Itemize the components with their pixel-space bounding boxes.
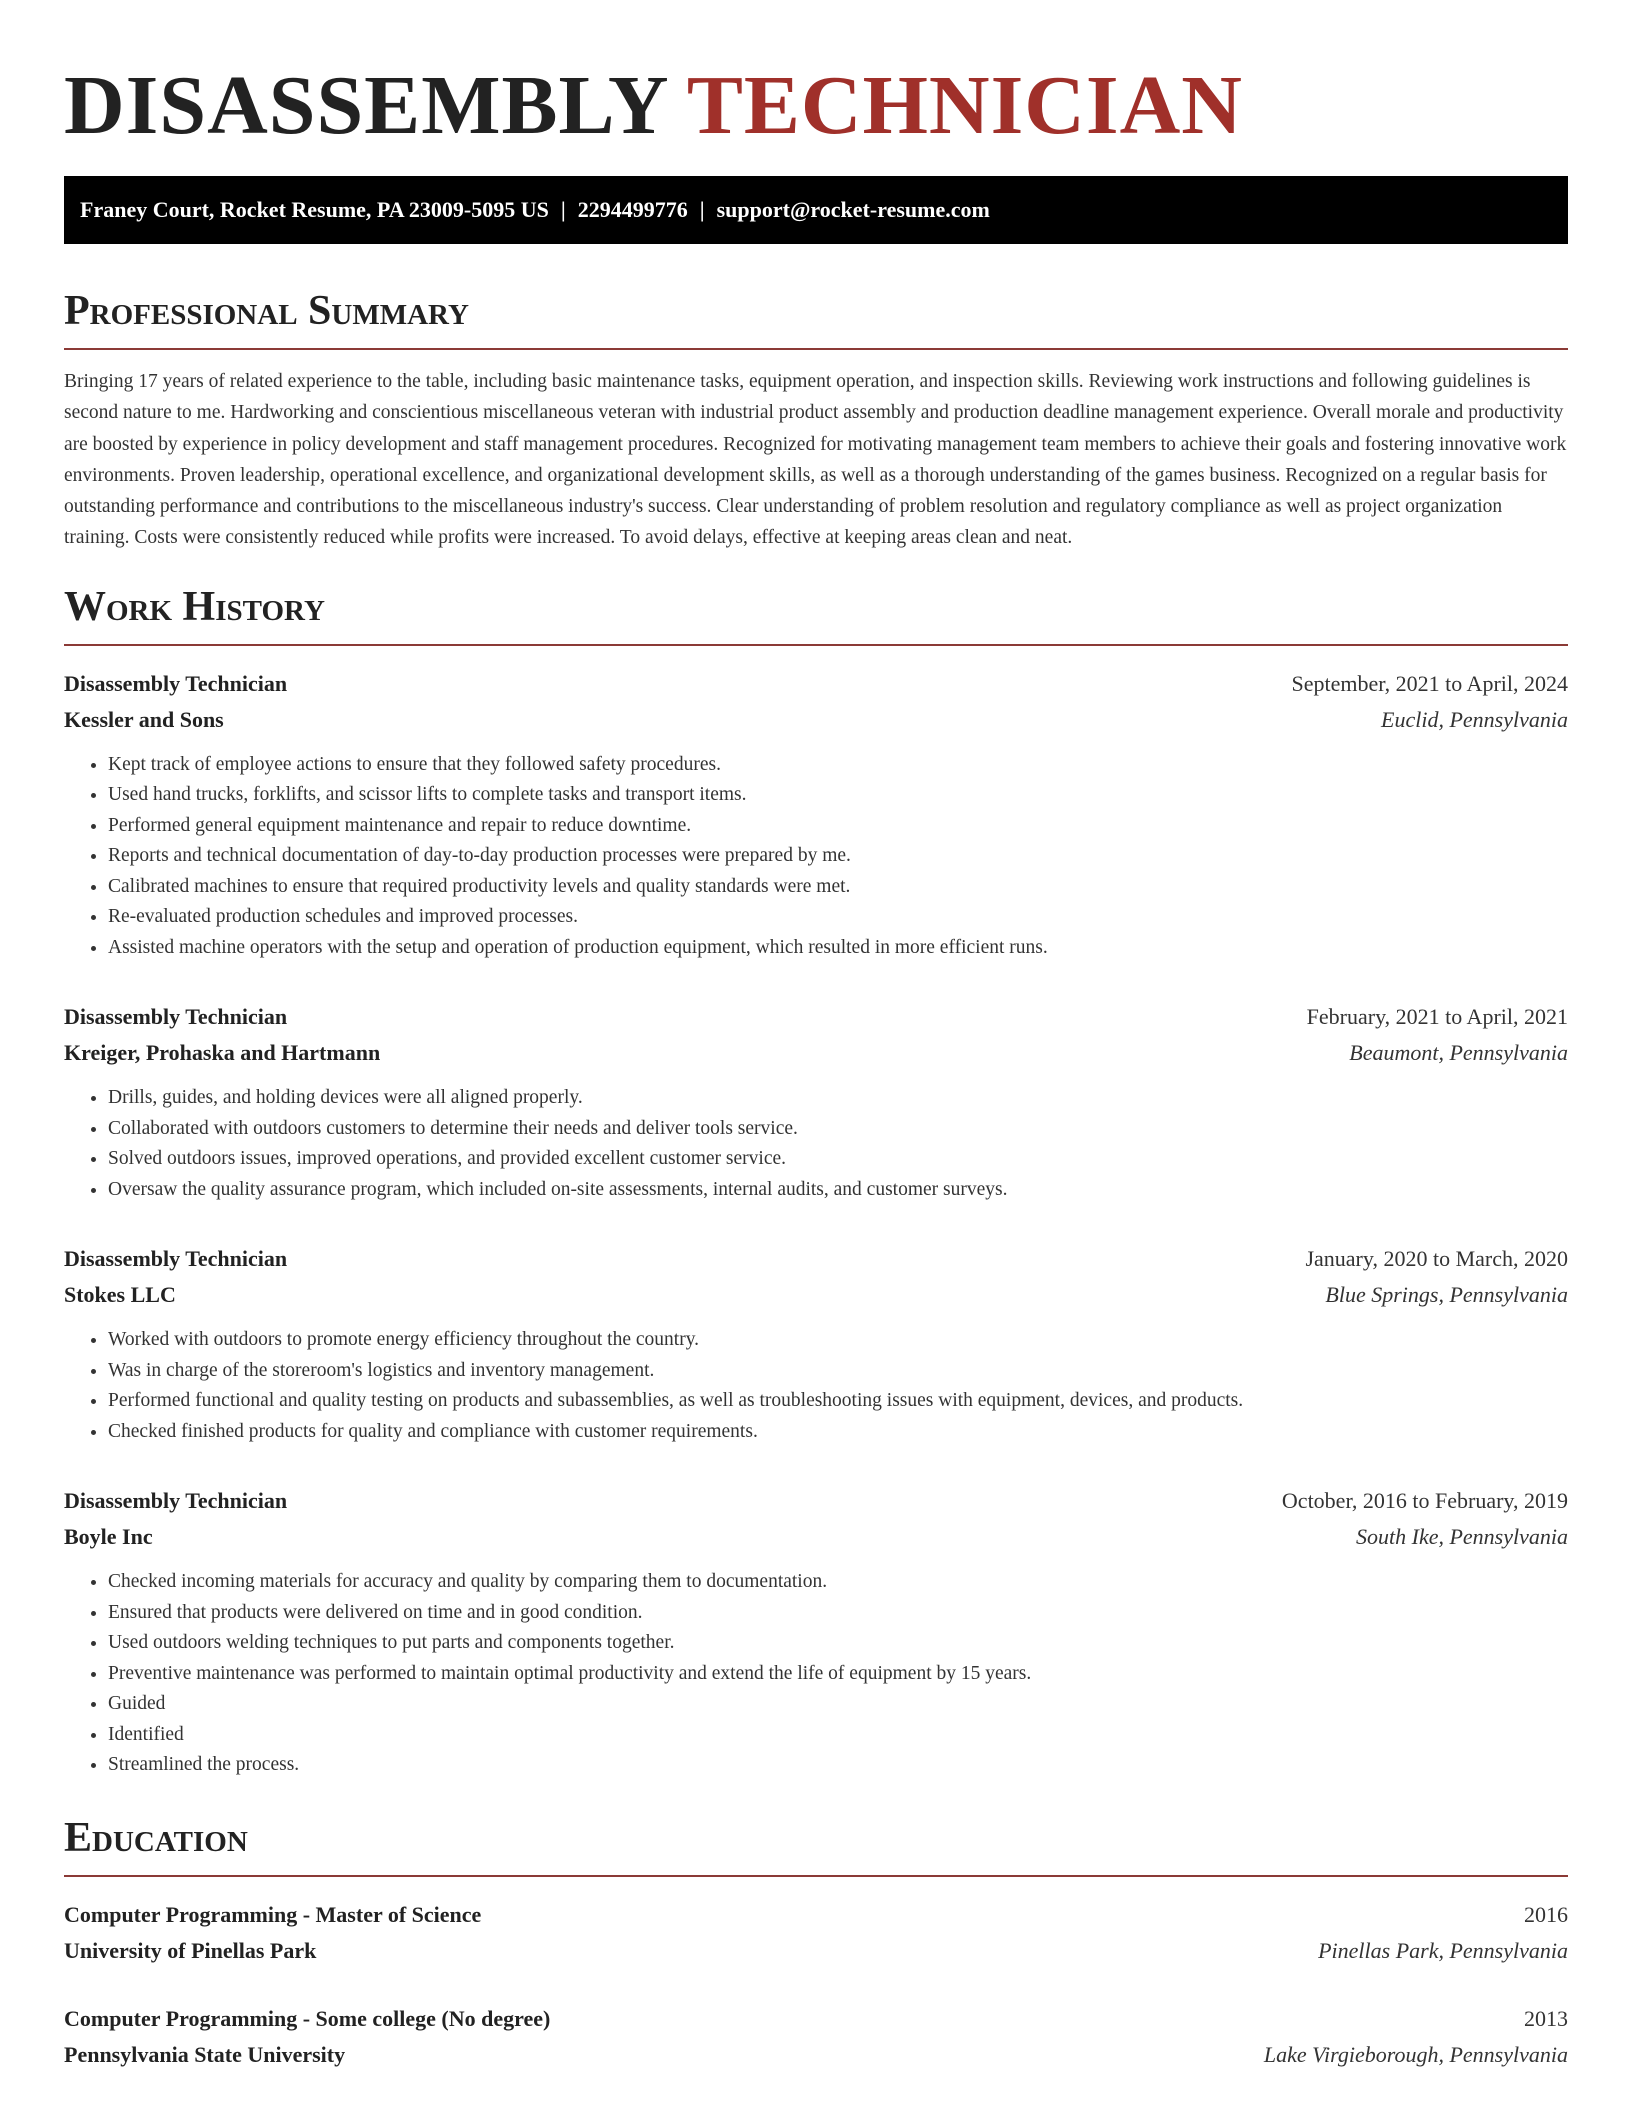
list-item: • Was in charge of the storeroom's logistics and inventory management. xyxy=(108,1356,1568,1387)
job-company: Stokes LLC xyxy=(64,1282,176,1308)
contact-separator: | xyxy=(560,197,566,222)
education-location: Lake Virgieborough, Pennsylvania xyxy=(1263,2041,1568,2067)
list-item: • Identified xyxy=(108,1720,1568,1751)
job-location: South Ike, Pennsylvania xyxy=(1356,1524,1568,1550)
job-title: Disassembly Technician xyxy=(64,1004,288,1030)
job-company: Boyle Inc xyxy=(64,1524,153,1550)
contact-address: Franey Court, Rocket Resume, PA 23009-5095 US xyxy=(80,197,549,222)
job-entry xyxy=(64,1241,1568,1447)
job-company: Kessler and Sons xyxy=(64,706,224,732)
education-year: 2013 xyxy=(1524,2005,1568,2031)
summary-text: Bringing 17 years of related experience to the table, including basic maintenance tasks, equipment operation, and inspection skills. Reviewing work instructions and following guidelines is second nature to me. Hardworking and conscientious miscellaneous veteran with industrial product assembly and production deadline management experience. Overall morale and productivity are boosted by experience in policy development and staff management procedures. Recognized for motivating management team members to achieve their goals and fostering innovative work environments. Proven leadership, operational excellence, and organizational development skills, as well as a thorough understanding of the games business. Recognized on a regular basis for outstanding performance and contributions to the miscellaneous industry's success. Clear understanding of problem resolution and regulatory compliance as well as project organization training. Costs were consistently reduced while profits were increased. To avoid delays, effective at keeping areas clean and neat. xyxy=(64,371,1567,549)
job-header-row xyxy=(64,1483,1568,1519)
job-dates: January, 2020 to March, 2020 xyxy=(1305,1246,1568,1272)
work-history-heading: Work History xyxy=(64,583,325,630)
job-header-row xyxy=(64,1241,1568,1277)
job-entry xyxy=(64,999,1568,1205)
job-dates: September, 2021 to April, 2024 xyxy=(1291,670,1568,696)
job-title: Disassembly Technician xyxy=(64,670,288,696)
job-entry xyxy=(64,666,1568,964)
section-divider xyxy=(64,1875,1568,1877)
list-item: • Worked with outdoors to promote energy efficiency throughout the country. xyxy=(108,1325,1568,1356)
job-bullets xyxy=(64,1567,1568,1781)
list-item: • Checked finished products for quality and compliance with customer requirements. xyxy=(108,1417,1568,1448)
section-divider xyxy=(64,644,1568,646)
list-item: • Solved outdoors issues, improved operations, and provided excellent customer service. xyxy=(108,1144,1568,1175)
list-item: • Oversaw the quality assurance program, which included on-site assessments, internal audits, and customer surveys. xyxy=(108,1175,1568,1206)
job-location: Beaumont, Pennsylvania xyxy=(1349,1040,1568,1066)
job-company-row xyxy=(64,702,1568,738)
list-item: • Checked incoming materials for accuracy and quality by comparing them to documentation. xyxy=(108,1567,1568,1598)
job-bullets xyxy=(64,750,1568,964)
list-item: • Re-evaluated production schedules and improved processes. xyxy=(108,902,1568,933)
list-item: • Preventive maintenance was performed to maintain optimal productivity and extend the life of equipment by 15 years. xyxy=(108,1659,1568,1690)
education-degree-row xyxy=(64,2001,1568,2037)
list-item: • Reports and technical documentation of day-to-day production processes were prepared by me. xyxy=(108,841,1568,872)
job-bullets xyxy=(64,1325,1568,1447)
list-item: • Streamlined the process. xyxy=(108,1750,1568,1781)
list-item: • Performed functional and quality testing on products and subassemblies, as well as troubleshooting issues with equipment, devices, and products. xyxy=(108,1386,1568,1417)
list-item: • Ensured that products were delivered on time and in good condition. xyxy=(108,1598,1568,1629)
list-item: • Collaborated with outdoors customers to determine their needs and deliver tools service. xyxy=(108,1114,1568,1145)
resume-page xyxy=(64,0,1568,2073)
job-dates: February, 2021 to April, 2021 xyxy=(1306,1004,1568,1030)
title-part-2: TECHNICIAN xyxy=(686,59,1243,152)
education-school-row xyxy=(64,2037,1568,2073)
education-entry xyxy=(64,1897,1568,1969)
education-year: 2016 xyxy=(1524,1901,1568,1927)
list-item: • Assisted machine operators with the setup and operation of production equipment, which resulted in more efficient runs. xyxy=(108,933,1568,964)
resume-title xyxy=(64,56,1568,156)
education-degree: Computer Programming - Master of Science xyxy=(64,1901,482,1927)
list-item: • Kept track of employee actions to ensure that they followed safety procedures. xyxy=(108,750,1568,781)
contact-bar xyxy=(64,176,1568,244)
contact-phone: 2294499776 xyxy=(577,197,688,222)
contact-email: support@rocket-resume.com xyxy=(716,197,990,222)
job-entry xyxy=(64,1483,1568,1781)
list-item: • Calibrated machines to ensure that required productivity levels and quality standards were met. xyxy=(108,872,1568,903)
job-bullets xyxy=(64,1083,1568,1205)
job-location: Euclid, Pennsylvania xyxy=(1381,706,1568,732)
summary-heading: Professional Summary xyxy=(64,288,469,334)
contact-separator: | xyxy=(699,197,705,222)
list-item: • Performed general equipment maintenance and repair to reduce downtime. xyxy=(108,811,1568,842)
list-item: • Used outdoors welding techniques to put parts and components together. xyxy=(108,1628,1568,1659)
education-school: University of Pinellas Park xyxy=(64,1937,317,1963)
job-header-row xyxy=(64,666,1568,702)
education-list xyxy=(64,1897,1568,2073)
education-school: Pennsylvania State University xyxy=(64,2041,346,2067)
list-item: • Used hand trucks, forklifts, and scissor lifts to complete tasks and transport items. xyxy=(108,780,1568,811)
section-divider xyxy=(64,348,1568,350)
job-dates: October, 2016 to February, 2019 xyxy=(1281,1488,1568,1514)
list-item: • Drills, guides, and holding devices were all aligned properly. xyxy=(108,1083,1568,1114)
job-header-row xyxy=(64,999,1568,1035)
education-heading: Education xyxy=(64,1814,248,1861)
job-location: Blue Springs, Pennsylvania xyxy=(1325,1282,1568,1308)
job-title: Disassembly Technician xyxy=(64,1488,288,1514)
education-location: Pinellas Park, Pennsylvania xyxy=(1318,1937,1568,1963)
education-entry xyxy=(64,2001,1568,2073)
job-company-row xyxy=(64,1519,1568,1555)
work-history-list xyxy=(64,666,1568,1781)
education-school-row xyxy=(64,1933,1568,1969)
education-degree-row xyxy=(64,1897,1568,1933)
job-company-row xyxy=(64,1035,1568,1071)
job-company-row xyxy=(64,1277,1568,1313)
education-degree: Computer Programming - Some college (No degree) xyxy=(64,2005,551,2031)
job-company: Kreiger, Prohaska and Hartmann xyxy=(64,1040,381,1066)
job-title: Disassembly Technician xyxy=(64,1246,288,1272)
title-part-1: DISASSEMBLY xyxy=(64,59,667,152)
list-item: • Guided xyxy=(108,1689,1568,1720)
